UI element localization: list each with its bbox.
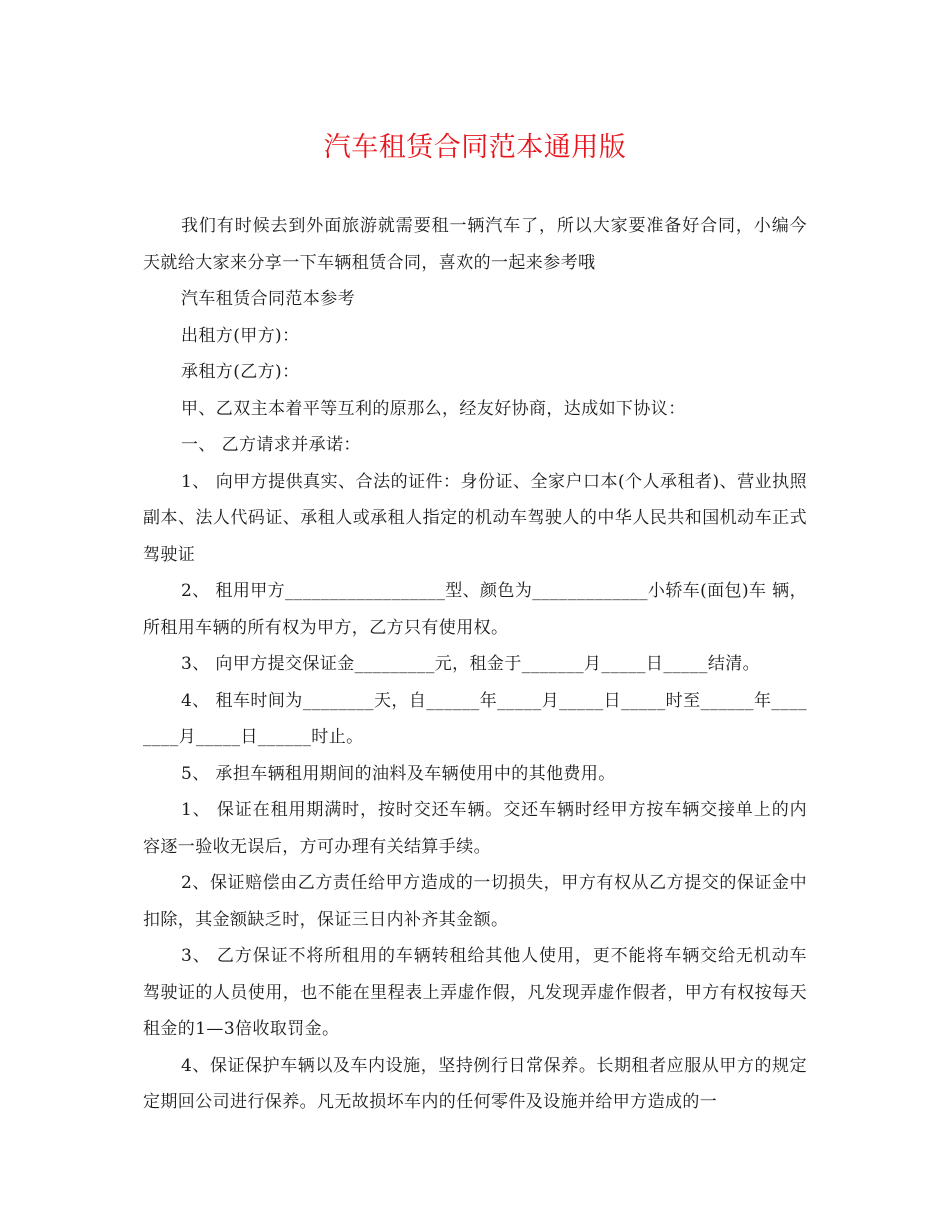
clause-3: 3、 向甲方提交保证金_________元，租金于_______月_____日_____结清。 [181,654,761,674]
guarantee-2: 2、保证赔偿由乙方责任给甲方造成的一切损失，甲方有权从乙方提交的保证金中扣除，其金额缺乏时，保证三日内补齐其金额。 [143,873,807,930]
clause-4: 4、 租车时间为________天，自______年_____月_____日_____时至______年________月_____日______时止。 [143,690,807,747]
guarantee-1: 1、 保证在租用期满时，按时交还车辆。交还车辆时经甲方按车辆交接单上的内容逐一验收无误后，方可办理有关结算手续。 [143,800,807,857]
paragraph-lessee: 承租方(乙方)： [181,362,300,382]
guarantee-4: 4、保证保护车辆以及车内设施，坚持例行日常保养。长期租者应服从甲方的规定定期回公司进行保养。凡无故损坏车内的任何零件及设施并给甲方造成的一 [143,1055,807,1112]
paragraph-intro: 我们有时候去到外面旅游就需要租一辆汽车了，所以大家要准备好合同，小编今天就给大家来分享一下车辆租赁合同，喜欢的一起来参考哦 [143,216,807,273]
paragraph-lessor: 出租方(甲方)： [181,325,300,346]
clause-1: 1、 向甲方提供真实、合法的证件：身份证、全家户口本(个人承租者)、营业执照副本、法人代码证、承租人或承租人指定的机动车驾驶人的中华人民共和国机动车正式驾驶证 [143,471,807,565]
clause-2: 2、 租用甲方__________________型、颜色为_____________小轿车(面包)车 辆，所租用车辆的所有权为甲方，乙方只有使用权。 [143,581,807,638]
paragraph-agreement: 甲、乙双主本着平等互利的原那么，经友好协商，达成如下协议： [181,398,686,419]
section-heading-1: 一、 乙方请求并承诺： [181,435,361,455]
clause-5: 5、 承担车辆租用期间的油料及车辆使用中的其他费用。 [181,763,616,784]
paragraph-subtitle: 汽车租赁合同范本参考 [181,289,355,309]
guarantee-3: 3、 乙方保证不将所租用的车辆转租给其他人使用，更不能将车辆交给无机动车驾驶证的人员使用，也不能在里程表上弄虚作假，凡发现弄虚作假者，甲方有权按每天租金的1—3倍收取罚金。 [143,946,807,1039]
document-title: 汽车租赁合同范本通用版 [323,132,627,163]
